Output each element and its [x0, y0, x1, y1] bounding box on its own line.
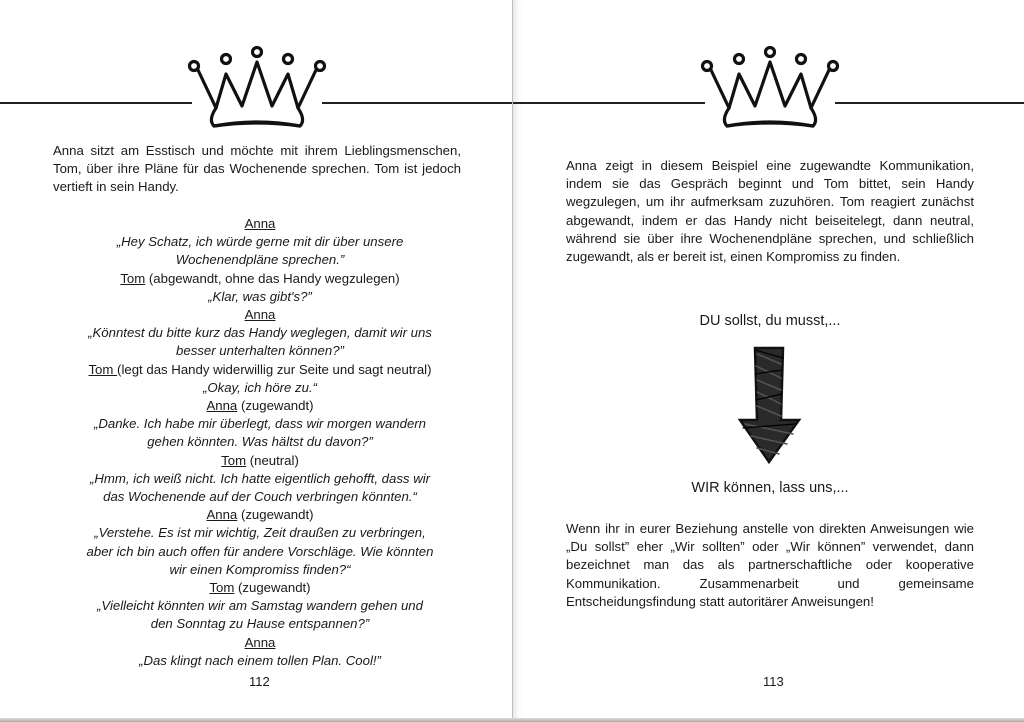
speaker-line — [40, 634, 480, 652]
dialogue-line: „Klar, was gibt's?” — [208, 288, 312, 304]
speaker-note: (abgewandt, ohne das Handy wegzulegen) — [145, 270, 400, 286]
speaker-line — [40, 397, 480, 415]
dialogue-line: „Hmm, ich weiß nicht. Ich hatte eigentlich gehofft, dass wir — [89, 470, 431, 486]
right-page — [513, 0, 1024, 722]
speaker-name: Anna — [206, 398, 238, 414]
dialogue-line: „Okay, ich höre zu.“ — [202, 379, 318, 395]
intro-paragraph: Anna sitzt am Esstisch und möchte mit ihrem Lieblingsmenschen, Tom, über ihre Pläne für das Wochenende sprechen. Tom ist jedoch vertieft in sein Handy. — [53, 143, 461, 195]
speaker-line — [40, 215, 480, 233]
speaker-line — [40, 270, 480, 288]
header-rule-left — [0, 102, 192, 104]
speaker-name: Anna — [244, 216, 276, 231]
header-rule-left — [513, 102, 705, 104]
down-arrow-icon — [735, 344, 805, 466]
heading-wir: WIR können, lass uns,... — [691, 480, 849, 496]
dialogue-line: „Verstehe. Es ist mir wichtig, Zeit draußen zu verbringen, — [94, 525, 426, 541]
speaker-line — [40, 306, 480, 324]
dialogue-line: „Das klingt nach einem tollen Plan. Cool!” — [139, 652, 381, 668]
header-rule-right — [322, 102, 512, 104]
speaker-name: Anna — [244, 634, 276, 650]
dialogue-line: das Wochenende auf der Couch verbringen könnten.“ — [103, 489, 417, 505]
speaker-name: Tom — [221, 452, 247, 468]
speaker-note: (neutral) — [246, 452, 299, 468]
speaker-note: (zugewandt) — [237, 507, 314, 523]
speaker-name: Tom — [88, 361, 118, 377]
heading-du: DU sollst, du musst,... — [699, 313, 841, 329]
crown-icon — [699, 46, 841, 132]
dialogue-line: den Sonntag zu Hause entspannen?” — [150, 616, 370, 632]
dialogue-line: „Hey Schatz, ich würde gerne mit dir über unsere — [116, 234, 404, 250]
speaker-note: (zugewandt) — [237, 398, 314, 414]
dialogue-block — [40, 215, 480, 670]
page-number-left: 112 — [249, 674, 270, 689]
dialogue-line: besser unterhalten können?” — [176, 343, 344, 359]
page-number-right: 113 — [763, 674, 784, 689]
speaker-line — [40, 506, 480, 524]
speaker-line — [40, 452, 480, 470]
dialogue-line: „Vielleicht könnten wir am Samstag wandern gehen und — [97, 598, 423, 614]
dialogue-line: wir einen Kompromiss finden?“ — [169, 561, 351, 577]
explanation-paragraph: Anna zeigt in diesem Beispiel eine zugewandte Kommunikation, indem sie das Gespräch beginnt und Tom bittet, sein Handy wegzulegen, um ihr aufmerksam zuzuhören. Tom reagiert zunächst abgewandt, indem er das Handy nicht beiseitelegt, dann neutral, während sie über ihre Wochenendpläne sprechen, und schließlich zugewandt, als er bereit ist, einen Kompromiss zu finden. — [566, 158, 974, 265]
speaker-line — [40, 579, 480, 597]
dialogue-line: „Könntest du bitte kurz das Handy weglegen, damit wir uns — [88, 325, 432, 341]
dialogue-line: „Danke. Ich habe mir überlegt, dass wir morgen wandern — [93, 416, 427, 432]
header-rule-right — [835, 102, 1024, 104]
speaker-name: Tom — [120, 270, 146, 286]
speaker-name: Anna — [244, 307, 276, 323]
crown-icon — [186, 46, 328, 132]
dialogue-line: aber ich bin auch offen für andere Vorschläge. Wie könnten — [86, 543, 434, 559]
speaker-line — [40, 361, 480, 379]
dialogue-line: gehen könnten. Was hältst du davon?” — [147, 434, 373, 450]
speaker-name: Tom — [209, 580, 235, 596]
speaker-name: Anna — [206, 507, 238, 523]
page-edge — [0, 718, 1024, 722]
dialogue-line: Wochenendpläne sprechen.” — [175, 252, 345, 268]
speaker-note: (legt das Handy widerwillig zur Seite und sagt neutral) — [117, 361, 432, 377]
speaker-note: (zugewandt) — [234, 580, 311, 596]
cooperative-communication-paragraph: Wenn ihr in eurer Beziehung anstelle von direkten Anweisungen wie „Du sollst” eher „Wir sollten” oder „Wir können” verwendet, dann bezeichnet man das als partnerschaftliche oder kooperative Kommunikation. Zusammenarbeit und gemeinsame Entscheidungsfindung statt autoritärer Anweisungen! — [566, 521, 974, 609]
